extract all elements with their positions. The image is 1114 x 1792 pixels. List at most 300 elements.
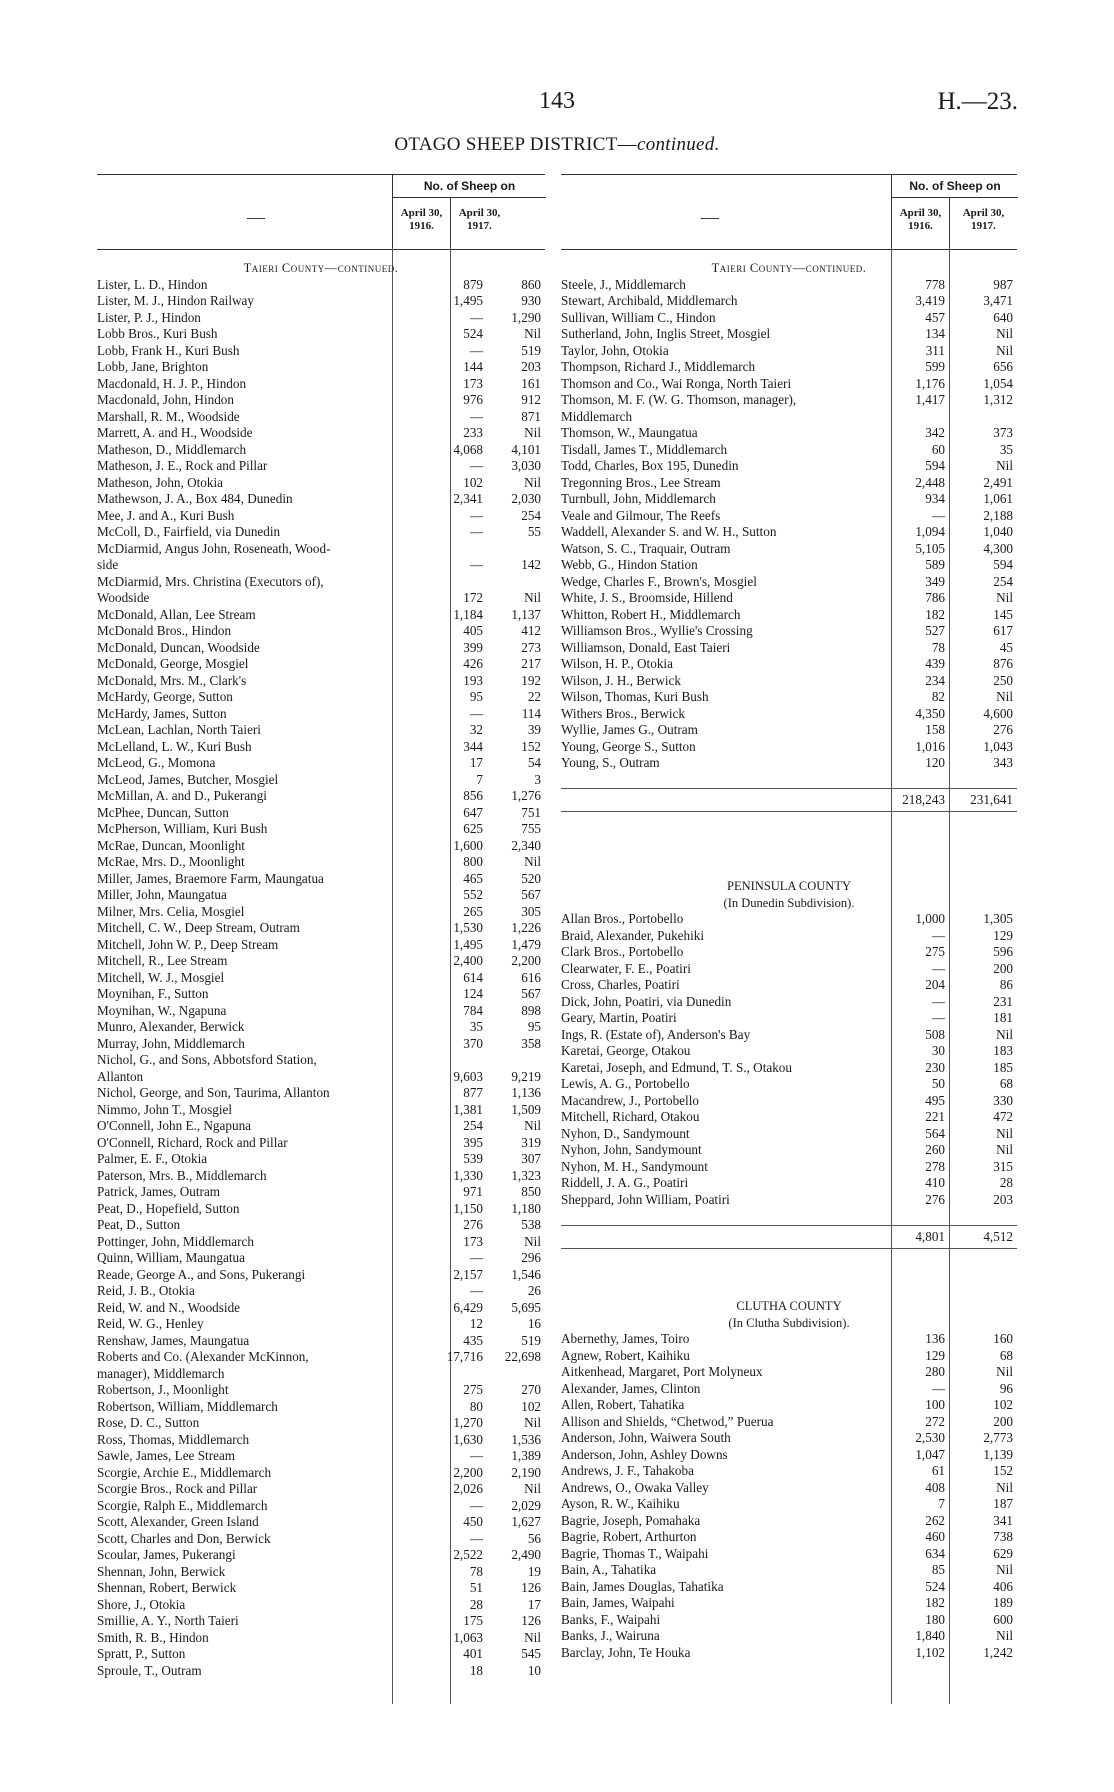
row-value-1916: 1,600 <box>453 837 483 853</box>
row-name: Sawle, James, Lee Stream <box>97 1448 236 1463</box>
row-name: Mitchell, W. J., Mosgiel <box>97 969 225 985</box>
row-value-1917: 2,030 <box>511 491 541 506</box>
row-value-1916: — <box>931 1380 945 1396</box>
row-value-1916: 275 <box>925 944 945 959</box>
row-value-1916 <box>429 1366 487 1383</box>
table-row <box>97 1514 545 1531</box>
table-row <box>97 772 545 789</box>
table-row <box>97 887 545 904</box>
table-row <box>561 442 1017 459</box>
table-row <box>97 359 545 376</box>
table-row <box>561 541 1017 558</box>
row-value-1917: 1,137 <box>511 606 541 622</box>
table-row <box>561 977 1017 994</box>
row-value-1916: 465 <box>463 870 483 886</box>
row-value-1917: 217 <box>521 656 541 671</box>
row-value-1916: 85 <box>931 1562 945 1577</box>
row-value-1916: 457 <box>925 309 945 325</box>
table-row <box>97 392 545 409</box>
row-value-1916: 61 <box>931 1463 945 1478</box>
row-name: Mitchell, C. W., Deep Stream, Outram <box>97 920 300 935</box>
table-row <box>97 805 545 822</box>
table-row <box>561 1043 1017 1060</box>
row-value-1917: 358 <box>521 1035 541 1051</box>
row-value-1917: 142 <box>521 557 541 572</box>
row-name: O'Connell, John E., Ngapuna <box>97 1118 252 1133</box>
row-name: Ross, Thomas, Middlemarch <box>97 1431 250 1447</box>
table-row <box>97 689 545 706</box>
row-value-1916: 262 <box>925 1512 945 1528</box>
row-name: Mitchell, R., Lee Stream <box>97 953 228 968</box>
row-value-1917: 412 <box>521 623 541 638</box>
row-value-1917 <box>949 409 1017 426</box>
row-name: McHardy, George, Sutton <box>97 689 233 704</box>
table-row <box>561 508 1017 525</box>
table-row <box>97 1250 545 1267</box>
row-value-1917: 181 <box>993 1010 1013 1025</box>
row-name: Withers Bros., Berwick <box>561 705 685 721</box>
row-name: Marrett, A. and H., Woodside <box>97 425 253 440</box>
row-value-1916: 1,381 <box>453 1101 483 1117</box>
row-value-1916: 233 <box>463 425 483 440</box>
row-value-1916: — <box>931 1010 945 1025</box>
section-heading: Taieri County—continued. <box>711 261 867 275</box>
row-value-1916: 879 <box>463 276 483 292</box>
row-name: Tregonning Bros., Lee Stream <box>561 474 721 490</box>
table-row <box>561 640 1017 657</box>
row-value-1916: 527 <box>925 623 945 638</box>
row-value-1916: 784 <box>463 1002 483 1018</box>
row-name: Sutherland, John, Inglis Street, Mosgiel <box>561 326 771 341</box>
table-row <box>97 425 545 442</box>
row-value-1916: 120 <box>925 755 945 770</box>
header-group: No. of Sheep on <box>392 175 546 198</box>
row-value-1916: 2,026 <box>453 1481 483 1496</box>
table-row <box>561 1414 1017 1431</box>
table-row <box>561 944 1017 961</box>
row-value-1917: 86 <box>999 977 1013 992</box>
table-row <box>97 1646 545 1663</box>
row-value-1917: Nil <box>524 326 541 341</box>
row-value-1917: 850 <box>521 1184 541 1199</box>
row-value-1916: 175 <box>463 1613 483 1628</box>
row-name: Mitchell, John W. P., Deep Stream <box>97 936 279 952</box>
row-value-1916: 173 <box>463 1233 483 1249</box>
table-row <box>561 656 1017 673</box>
table-row <box>561 475 1017 492</box>
row-value-1917: 2,491 <box>983 474 1013 490</box>
row-value-1916: 2,341 <box>453 491 483 506</box>
row-value-1916: 344 <box>463 738 483 754</box>
row-value-1916: — <box>469 1283 483 1298</box>
row-value-1917: 1,276 <box>511 788 541 803</box>
row-value-1916: 272 <box>925 1413 945 1429</box>
row-value-1916: 971 <box>463 1184 483 1199</box>
row-name: Karetai, Joseph, and Edmund, T. S., Otakou <box>561 1059 792 1075</box>
row-value-1917: 373 <box>993 425 1013 440</box>
right-table <box>561 174 1017 1704</box>
row-value-1916: 80 <box>469 1398 483 1414</box>
row-value-1916: 50 <box>931 1076 945 1091</box>
row-name: Dick, John, Poatiri, via Dunedin <box>561 993 732 1009</box>
row-name: Paterson, Mrs. B., Middlemarch <box>97 1167 267 1183</box>
spacer <box>561 812 1017 829</box>
row-value-1917: 183 <box>993 1043 1013 1058</box>
row-name: Alexander, James, Clinton <box>561 1380 701 1396</box>
row-value-1917: 250 <box>993 672 1013 688</box>
row-value-1916: 7 <box>938 1496 945 1511</box>
row-name: McMillan, A. and D., Pukerangi <box>97 788 267 803</box>
table-row <box>97 1267 545 1284</box>
row-name: Scorgie Bros., Rock and Pillar <box>97 1481 258 1496</box>
table-row <box>97 1597 545 1614</box>
row-value-1916: 1,150 <box>453 1200 483 1216</box>
row-name: Miller, John, Maungatua <box>97 887 227 902</box>
row-value-1916: 1,495 <box>453 293 483 308</box>
row-value-1917: 307 <box>521 1151 541 1166</box>
table-row <box>97 1201 545 1218</box>
row-value-1916: 124 <box>463 986 483 1001</box>
row-value-1916: 401 <box>463 1646 483 1661</box>
row-value-1917 <box>487 1052 545 1069</box>
row-name: Moynihan, F., Sutton <box>97 986 209 1001</box>
row-value-1917: 19 <box>527 1563 541 1579</box>
row-value-1916: 221 <box>925 1109 945 1124</box>
row-value-1917: 203 <box>993 1191 1013 1207</box>
row-value-1917: 538 <box>521 1217 541 1232</box>
row-value-1917: 1,242 <box>983 1644 1013 1660</box>
table-row <box>97 821 545 838</box>
table-row <box>97 1085 545 1102</box>
document-reference: H.—23. <box>937 88 1018 115</box>
row-value-1917: 54 <box>527 755 541 770</box>
header-col-1916: April 30, 1916. <box>392 197 450 249</box>
table-row <box>97 1168 545 1185</box>
row-value-1916: 552 <box>463 887 483 902</box>
table-row <box>97 1052 545 1069</box>
row-value-1916: 254 <box>463 1118 483 1133</box>
row-name: Todd, Charles, Box 195, Dunedin <box>561 458 739 473</box>
row-value-1916: 1,270 <box>453 1415 483 1430</box>
total-row <box>561 788 1017 812</box>
row-name: Wilson, Thomas, Kuri Bush <box>561 689 709 704</box>
table-row <box>97 1415 545 1432</box>
row-value-1916: 280 <box>925 1364 945 1379</box>
table-row <box>97 871 545 888</box>
table-row <box>561 1364 1017 1381</box>
table-row <box>97 1531 545 1548</box>
row-value-1916: 78 <box>469 1563 483 1579</box>
left-table-body <box>97 250 545 1679</box>
row-value-1916: 778 <box>925 276 945 292</box>
row-value-1916: — <box>469 1448 483 1463</box>
table-row <box>97 326 545 343</box>
table-row <box>561 1628 1017 1645</box>
row-value-1917: 3,471 <box>983 293 1013 308</box>
row-value-1916: 450 <box>463 1514 483 1529</box>
row-value-1917: Nil <box>524 1118 541 1133</box>
row-value-1917: 860 <box>521 276 541 292</box>
table-row <box>97 1547 545 1564</box>
county-subheading: (In Dunedin Subdivision). <box>723 895 855 910</box>
row-value-1917: 2,029 <box>511 1497 541 1513</box>
row-name: Sheppard, John William, Poatiri <box>561 1191 730 1207</box>
row-value-1917: Nil <box>524 425 541 440</box>
row-value-1916: 9,603 <box>453 1068 483 1084</box>
row-value-1917: 4,300 <box>983 540 1013 556</box>
row-name: Lister, M. J., Hindon Railway <box>97 293 254 308</box>
row-value-1917: 2,490 <box>511 1547 541 1562</box>
row-value-1916: 460 <box>925 1529 945 1544</box>
row-value-1917: 596 <box>993 944 1013 959</box>
table-row <box>97 904 545 921</box>
header-col-1916: April 30, 1916. <box>891 197 949 249</box>
table-row <box>561 1060 1017 1077</box>
row-name: Macandrew, J., Portobello <box>561 1092 699 1108</box>
row-value-1917: Nil <box>996 1125 1013 1141</box>
row-value-1917: 567 <box>521 887 541 902</box>
row-value-1916: 408 <box>925 1479 945 1495</box>
table-row <box>97 640 545 657</box>
row-name: Tisdall, James T., Middlemarch <box>561 441 728 457</box>
table-row <box>97 673 545 690</box>
row-name: Mee, J. and A., Kuri Bush <box>97 507 235 523</box>
left-table-header <box>97 174 545 250</box>
table-row <box>561 1529 1017 1546</box>
row-name: Barclay, John, Te Houka <box>561 1644 691 1660</box>
row-value-1916: 647 <box>463 804 483 820</box>
row-value-1917: 3 <box>534 771 541 787</box>
row-name: Andrews, J. F., Tahakoba <box>561 1463 694 1478</box>
row-name: Renshaw, James, Maungatua <box>97 1332 250 1348</box>
row-value-1917: 1,290 <box>511 309 541 325</box>
row-name: Cross, Charles, Poatiri <box>561 977 680 992</box>
total-label <box>561 1226 891 1248</box>
row-value-1916: 265 <box>463 903 483 919</box>
table-row <box>97 607 545 624</box>
table-row <box>561 1093 1017 1110</box>
row-name: Young, S., Outram <box>561 755 660 770</box>
row-value-1916: — <box>931 993 945 1009</box>
row-value-1917: 39 <box>527 722 541 737</box>
spacer <box>561 1265 1017 1282</box>
section-heading: Taieri County—continued. <box>243 261 399 275</box>
row-value-1916: 35 <box>469 1019 483 1034</box>
table-row <box>561 1463 1017 1480</box>
table-row <box>97 409 545 426</box>
table-row <box>561 574 1017 591</box>
row-name: Matheson, D., Middlemarch <box>97 441 247 457</box>
table-row <box>561 359 1017 376</box>
row-value-1916: 370 <box>463 1035 483 1051</box>
row-value-1916: 1,630 <box>453 1431 483 1447</box>
table-row <box>561 928 1017 945</box>
table-row <box>97 491 545 508</box>
row-value-1916: 1,094 <box>915 524 945 539</box>
table-row <box>97 293 545 310</box>
row-value-1916: 276 <box>925 1191 945 1207</box>
row-value-1916: 182 <box>925 1595 945 1610</box>
total-1917: 231,641 <box>970 792 1013 807</box>
row-name: Lobb, Jane, Brighton <box>97 359 209 374</box>
table-row <box>561 1010 1017 1027</box>
row-name: O'Connell, Richard, Rock and Pillar <box>97 1134 288 1150</box>
row-name: Patrick, James, Outram <box>97 1184 221 1199</box>
county-subheading: (In Clutha Subdivision). <box>728 1315 850 1330</box>
table-row <box>561 1595 1017 1612</box>
row-value-1917: 96 <box>999 1380 1013 1396</box>
row-name: Reid, W. and N., Woodside <box>97 1299 241 1315</box>
row-value-1917: 871 <box>521 408 541 424</box>
table-row <box>561 458 1017 475</box>
row-value-1917: 273 <box>521 639 541 655</box>
row-name: McLeod, James, Butcher, Mosgiel <box>97 771 279 787</box>
row-value-1916: 589 <box>925 557 945 572</box>
table-row <box>97 557 545 574</box>
row-value-1917: 930 <box>521 293 541 308</box>
row-name: McDonald, Mrs. M., Clark's <box>97 672 247 688</box>
row-name: Turnbull, John, Middlemarch <box>561 491 716 506</box>
total-1916: 218,243 <box>902 792 945 807</box>
row-value-1917: 26 <box>527 1283 541 1298</box>
row-value-1917: 545 <box>521 1646 541 1661</box>
row-name: Reid, W. G., Henley <box>97 1316 204 1331</box>
row-name: Reid, J. B., Otokia <box>97 1283 195 1298</box>
row-value-1916: 32 <box>469 722 483 737</box>
row-name: Nyhon, D., Sandymount <box>561 1125 690 1141</box>
row-name: Agnew, Robert, Kaihiku <box>561 1347 690 1363</box>
row-value-1916: 17,716 <box>446 1349 483 1364</box>
table-row <box>97 1448 545 1465</box>
table-row <box>561 1397 1017 1414</box>
row-name: Braid, Alexander, Pukehiki <box>561 927 705 943</box>
row-value-1917: Nil <box>996 1562 1013 1577</box>
row-value-1916: 1,530 <box>453 920 483 935</box>
row-name: McPherson, William, Kuri Bush <box>97 821 268 836</box>
table-row <box>561 1496 1017 1513</box>
row-value-1917: Nil <box>996 1628 1013 1643</box>
row-value-1916: — <box>469 1497 483 1513</box>
row-value-1917: Nil <box>524 1233 541 1249</box>
row-value-1917: Nil <box>524 1629 541 1645</box>
table-row <box>97 541 545 558</box>
total-1917: 4,512 <box>983 1228 1013 1244</box>
row-value-1917: 200 <box>993 960 1013 976</box>
table-row <box>97 1580 545 1597</box>
row-value-1916: — <box>469 507 483 523</box>
row-value-1916: 524 <box>925 1578 945 1594</box>
row-value-1917: 200 <box>993 1413 1013 1429</box>
table-row <box>561 326 1017 343</box>
row-name: manager), Middlemarch <box>97 1365 225 1381</box>
row-value-1916: 51 <box>469 1580 483 1595</box>
row-value-1916: 2,200 <box>453 1464 483 1480</box>
row-value-1916: 2,522 <box>453 1547 483 1562</box>
row-value-1916: 136 <box>925 1331 945 1346</box>
row-value-1917: 567 <box>521 986 541 1001</box>
row-name: Marshall, R. M., Woodside <box>97 408 240 424</box>
row-value-1917: 185 <box>993 1059 1013 1075</box>
table-row <box>561 1562 1017 1579</box>
row-name: Murray, John, Middlemarch <box>97 1035 245 1051</box>
table-row <box>561 590 1017 607</box>
row-value-1916: 524 <box>463 326 483 341</box>
row-value-1917: 1,136 <box>511 1085 541 1100</box>
row-value-1916: 599 <box>925 359 945 374</box>
row-value-1917: 629 <box>993 1545 1013 1561</box>
title-continued: continued. <box>636 134 720 155</box>
row-name: Steele, J., Middlemarch <box>561 276 686 292</box>
row-value-1917: 472 <box>993 1109 1013 1124</box>
row-value-1917: Nil <box>524 1481 541 1496</box>
header-dash: — <box>247 207 265 227</box>
row-name: Bagrie, Robert, Arthurton <box>561 1529 697 1544</box>
row-value-1916: 311 <box>925 342 945 358</box>
row-value-1916: 129 <box>925 1347 945 1363</box>
row-value-1916: 342 <box>925 425 945 440</box>
row-value-1917: 4,600 <box>983 705 1013 721</box>
row-value-1916: 60 <box>931 441 945 457</box>
row-value-1917: 187 <box>993 1496 1013 1511</box>
row-name: side <box>97 557 119 572</box>
row-value-1917: 343 <box>993 755 1013 770</box>
header-group: No. of Sheep on <box>891 175 1018 198</box>
table-row <box>97 1151 545 1168</box>
row-name: Ayson, R. W., Kaihiku <box>561 1496 680 1511</box>
row-name: Spratt, P., Sutton <box>97 1646 186 1661</box>
spacer <box>561 1208 1017 1225</box>
row-value-1916 <box>429 541 487 558</box>
row-value-1916: 1,102 <box>915 1644 945 1660</box>
header-col-1917: April 30, 1917. <box>949 197 1017 249</box>
table-row <box>561 739 1017 756</box>
row-value-1916: 18 <box>469 1662 483 1678</box>
row-value-1916: 495 <box>925 1092 945 1108</box>
right-table-body <box>561 250 1017 1661</box>
table-row <box>97 574 545 591</box>
row-name: Allan Bros., Portobello <box>561 911 684 926</box>
row-name: McDonald, Allan, Lee Stream <box>97 606 256 622</box>
row-name: Thomson and Co., Wai Ronga, North Taieri <box>561 375 792 391</box>
row-name: Lister, L. D., Hindon <box>97 276 208 292</box>
row-name: Matheson, John, Otokia <box>97 474 224 490</box>
row-name: Thomson, W., Maungatua <box>561 425 698 440</box>
table-row <box>561 376 1017 393</box>
row-name: Anderson, John, Waiwera South <box>561 1430 731 1445</box>
row-name: Robertson, William, Middlemarch <box>97 1398 278 1414</box>
spacer <box>561 862 1017 879</box>
row-name: Nyhon, M. H., Sandymount <box>561 1158 708 1174</box>
row-value-1917: 102 <box>993 1397 1013 1412</box>
row-value-1917 <box>487 1366 545 1383</box>
table-row <box>97 953 545 970</box>
title-main: OTAGO SHEEP DISTRICT— <box>394 134 637 155</box>
row-value-1917: Nil <box>996 1026 1013 1042</box>
table-row <box>97 1118 545 1135</box>
table-row <box>97 1069 545 1086</box>
row-value-1916: 2,400 <box>453 953 483 968</box>
row-value-1917: Nil <box>996 1479 1013 1495</box>
row-name: Geary, Martin, Poatiri <box>561 1010 677 1025</box>
row-value-1917: 35 <box>999 441 1013 457</box>
table-row <box>561 607 1017 624</box>
row-value-1916: 877 <box>463 1085 483 1100</box>
row-name: Wilson, H. P., Otokia <box>561 656 673 671</box>
row-value-1916: 856 <box>463 788 483 803</box>
county-heading: PENINSULA COUNTY <box>727 879 851 893</box>
page-number: 143 <box>539 88 575 114</box>
table-row <box>97 1498 545 1515</box>
